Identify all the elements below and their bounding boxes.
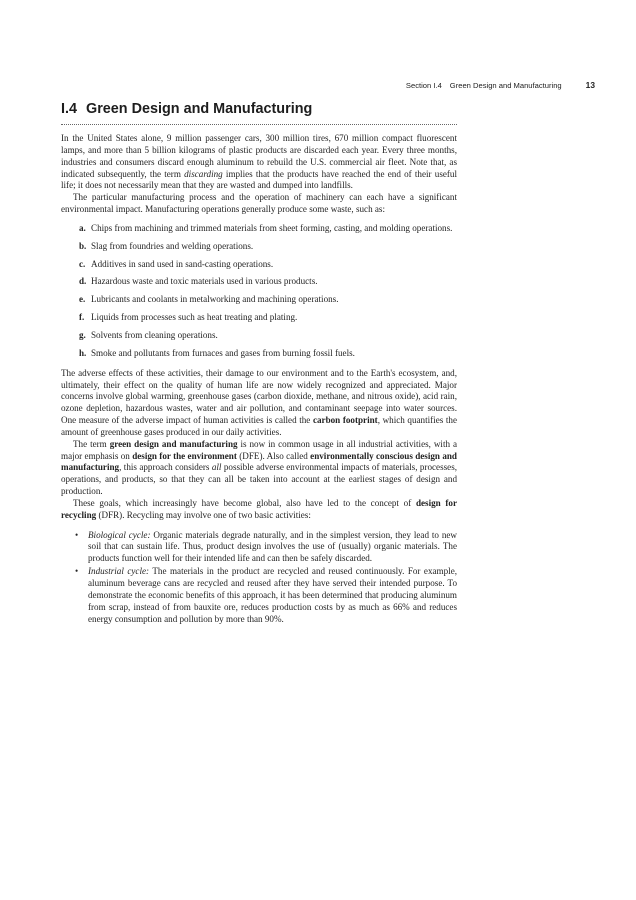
list-item: f. Liquids from processes such as heat treating and plating. [79, 312, 298, 323]
list-item: • Industrial cycle: The materials in the product are recycled and reused continuously. For example, aluminum beverage cans are recycled and reused after they have served their intended purpose. To demonstrate the economic benefits of this approach, it has been determined that producing aluminum from scrap, instead of from bauxite ore, reduces production costs by as much as 66% and reduces energy consumption and pollution by more than 90%. [75, 566, 458, 624]
paragraph-intro [61, 133, 457, 192]
section-title: Green Design and Manufacturing [86, 101, 313, 117]
para2-text: The particular manufacturing process and the operation of machinery can each have a significant environmental impact. Manufacturing operations generally produce some waste, such as: [61, 192, 457, 215]
list-item: h. Smoke and pollutants from furnaces and gases from burning fossil fuels. [79, 347, 355, 358]
body-text [61, 133, 457, 626]
bullet-icon: • [75, 529, 79, 540]
waste-list [61, 223, 457, 360]
term-dfe: design for the environment [132, 450, 237, 461]
term-environmentally-conscious: environmentally conscious design and manufacturing [61, 450, 457, 473]
list-item: g. Solvents from cleaning operations. [79, 329, 218, 340]
list-item: a. Chips from machining and trimmed materials from sheet forming, casting, and molding operations. [79, 222, 453, 233]
running-head-title: Green Design and Manufacturing [449, 81, 562, 90]
list-item: d. Hazardous waste and toxic materials used in various products. [79, 276, 318, 287]
list-item: e. Lubricants and coolants in metalworking and machining operations. [79, 294, 339, 305]
list-item: b. Slag from foundries and welding operations. [79, 240, 254, 251]
recycling-cycles-list [61, 530, 457, 626]
section-number: I.4 [61, 101, 77, 117]
paragraph-green-design: The term green design and manufacturing is now in common usage in all industrial activities, with a major emphasis on design for the environment (DFE). Also called environmentally conscious design and manufacturing, this approach considers all possible adverse environmental impacts of materials, processes, operations, and products, so that they can all be taken into account at the earliest stages of design and production. [61, 438, 458, 497]
paragraph-waste [61, 192, 457, 216]
page-number: 13 [585, 80, 595, 90]
paragraph-effects: The adverse effects of these activities, their damage to our environment and to the Earth's ecosystem, and, ultimately, their effect on the quality of human life are now widely recognized and appreciated. Major concerns involve global warming, greenhouse gases (carbon dioxide, methane, and nitrous oxide), acid rain, ozone depletion, hazardous wastes, water and air pollution, and contaminant seepage into water sources. One measure of the adverse impact of human activities is called the carbon footprint, which quantifies the amount of greenhouse gases produced in our daily activities. [61, 367, 457, 437]
bullet-icon: • [75, 566, 79, 577]
list-item: • Biological cycle: Organic materials degrade naturally, and in the simplest version, they lead to new soil that can sustain life. Thus, product design involves the use of (usually) organic materials. The products function well for their intended life and can then be safely discarded. [75, 529, 457, 564]
section-heading [61, 101, 457, 117]
running-head [60, 80, 595, 90]
term-carbon-footprint: carbon footprint [312, 415, 378, 426]
term-green-design: green design and manufacturing [109, 438, 238, 449]
paragraph-recycling: These goals, which increasingly have become global, also have led to the concept of design for recycling (DFR). Recycling may involve one of two basic activities: [61, 497, 458, 520]
list-item: c. Additives in sand used in sand-casting operations. [79, 258, 274, 269]
running-head-section: Section I.4 [405, 81, 442, 90]
para1-text: In the United States alone, 9 million passenger cars, 300 million tires, 670 million compact fluorescent lamps, and more than 5 billion kilograms of plastic products are discarded each year. Every three months, industries and consumers discard enough aluminum to rebuild the U.S. commercial air fleet. Note that, as indicated subsequently, the term discarding implies that the products have reached the end of their useful life; it does not necessarily mean that they are wasted and dumped into landfills. [61, 133, 457, 191]
heading-rule [61, 124, 457, 125]
term-dfr: design for recycling [61, 497, 458, 520]
